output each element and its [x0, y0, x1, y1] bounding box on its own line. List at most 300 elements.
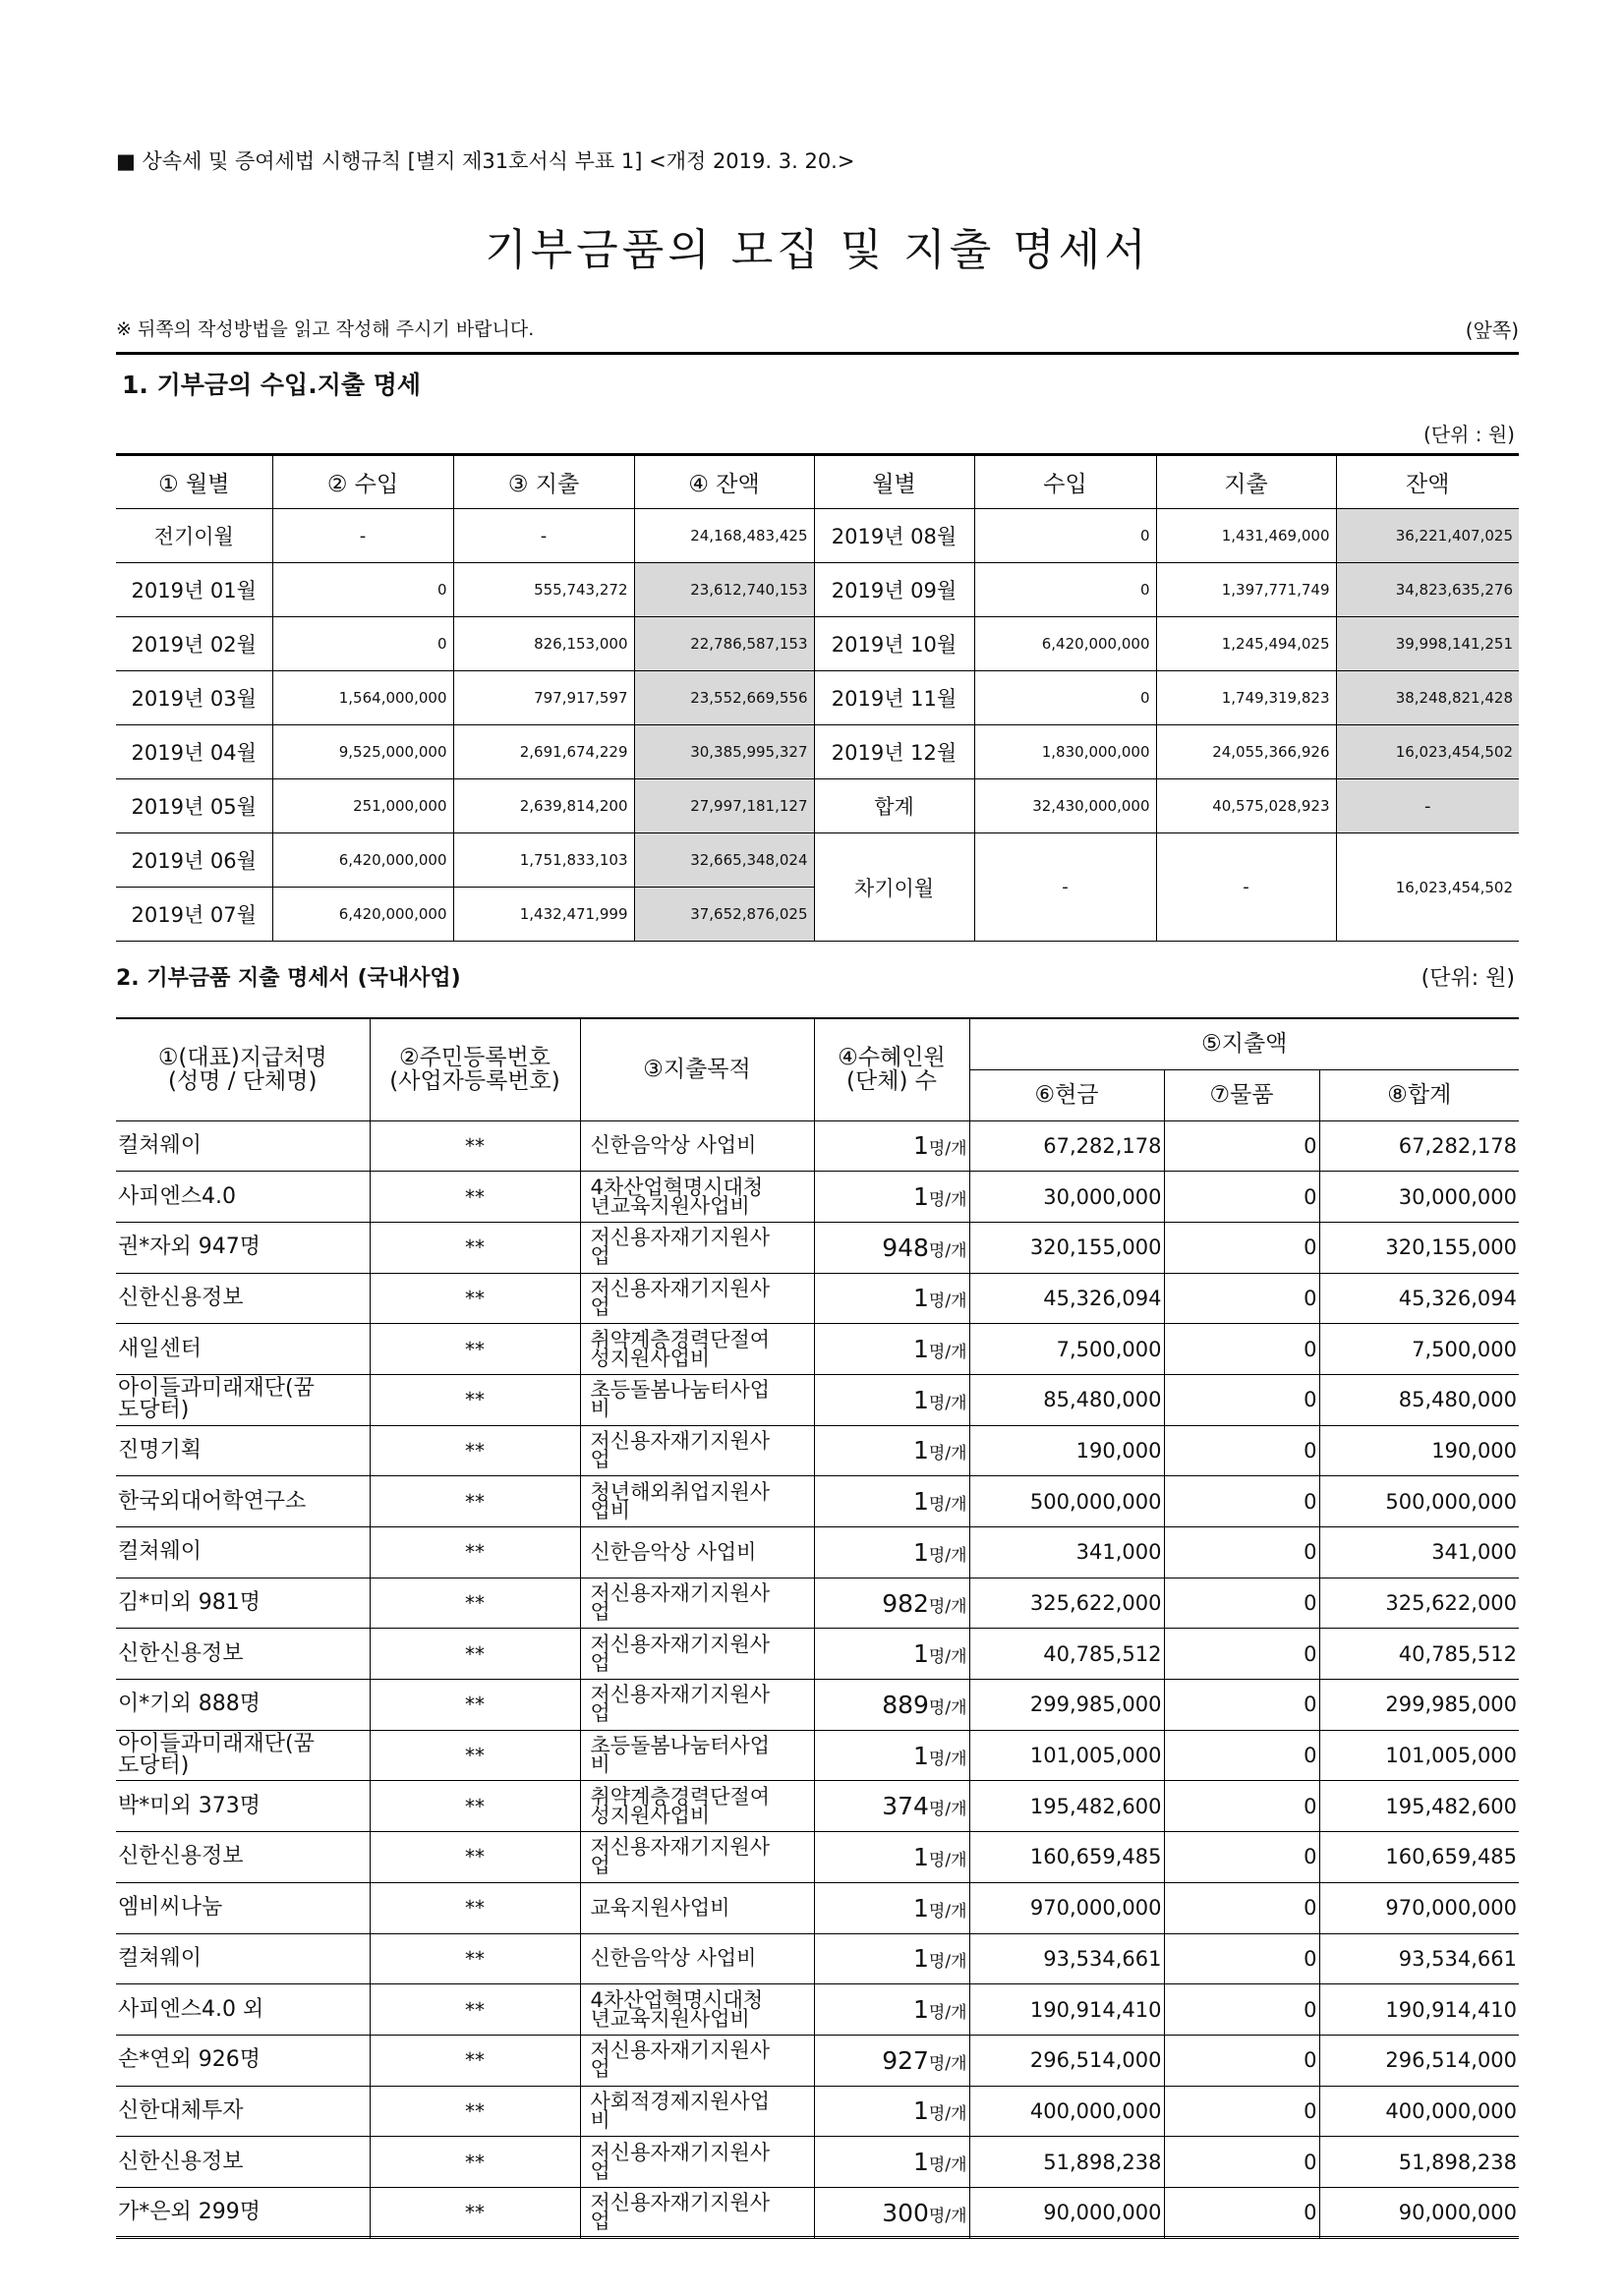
- beneficiary-unit: 명/개: [928, 2206, 967, 2226]
- expenditure-table: [116, 1017, 1519, 2239]
- beneficiary-count: 1: [913, 2148, 929, 2177]
- beneficiary-count: 1: [913, 1436, 929, 1465]
- cash-cell: 40,785,512: [969, 1629, 1164, 1680]
- beneficiary-count: 982: [882, 1588, 929, 1618]
- table-row: [116, 1120, 1519, 1172]
- beneficiary-count: 1: [913, 1385, 929, 1414]
- beneficiaries-cell: [814, 1273, 969, 1324]
- total-cell: 7,500,000: [1319, 1324, 1519, 1375]
- goods-cell: 0: [1164, 1832, 1319, 1883]
- cash-cell: 101,005,000: [969, 1730, 1164, 1781]
- total-cell: 40,785,512: [1319, 1629, 1519, 1680]
- beneficiaries-cell: [814, 1882, 969, 1933]
- total-cell: 341,000: [1319, 1527, 1519, 1578]
- instruction-note: ※ 뒤쪽의 작성방법을 읽고 작성해 주시기 바랍니다.: [116, 318, 535, 340]
- beneficiary-count: 1: [913, 1335, 929, 1364]
- beneficiary-count: 1: [913, 1944, 929, 1974]
- registration-cell: **: [370, 1273, 580, 1324]
- column-header: ① 월별: [116, 455, 272, 509]
- beneficiary-unit: 명/개: [928, 1647, 967, 1668]
- registration-cell: **: [370, 1832, 580, 1883]
- beneficiary-unit: 명/개: [928, 2003, 967, 2024]
- goods-cell: 0: [1164, 1120, 1319, 1172]
- total-cell: 190,914,410: [1319, 1984, 1519, 2036]
- total-cell: 320,155,000: [1319, 1222, 1519, 1273]
- total-cell: 325,622,000: [1319, 1578, 1519, 1629]
- beneficiary-count: 1: [913, 1842, 929, 1871]
- goods-cell: 0: [1164, 1425, 1319, 1476]
- expense-cell: 1,397,771,749: [1156, 563, 1336, 617]
- table-row: [116, 2035, 1519, 2086]
- registration-cell: **: [370, 1680, 580, 1731]
- beneficiary-unit: 명/개: [928, 1545, 967, 1566]
- cash-cell: 85,480,000: [969, 1374, 1164, 1425]
- beneficiary-count: 1: [913, 1639, 929, 1669]
- purpose-cell: 4차산업혁명시대청 년교육지원사업비: [580, 1172, 814, 1223]
- registration-cell: **: [370, 1324, 580, 1375]
- beneficiary-count: 300: [882, 2198, 929, 2227]
- purpose-cell: 취약계층경력단절여 성지원사업비: [580, 1781, 814, 1832]
- recipient-cell: 아이들과미래재단(꿈 도당터): [116, 1374, 370, 1425]
- total-cell: 85,480,000: [1319, 1374, 1519, 1425]
- column-header: ② 수입: [272, 455, 453, 509]
- recipient-cell: 김*미외 981명: [116, 1578, 370, 1629]
- beneficiaries-cell: [814, 1730, 969, 1781]
- registration-cell: **: [370, 1476, 580, 1527]
- recipient-cell: 신한대체투자: [116, 2086, 370, 2137]
- divider: [116, 2236, 1519, 2237]
- recipient-cell: 진명기획: [116, 1425, 370, 1476]
- registration-cell: **: [370, 1120, 580, 1172]
- cash-cell: 190,914,410: [969, 1984, 1164, 2036]
- goods-cell: 0: [1164, 1933, 1319, 1984]
- cash-cell: 45,326,094: [969, 1273, 1164, 1324]
- goods-cell: 0: [1164, 1629, 1319, 1680]
- purpose-cell: 청년해외취업지원사 업비: [580, 1476, 814, 1527]
- registration-cell: **: [370, 2086, 580, 2137]
- beneficiaries-cell: [814, 1374, 969, 1425]
- carryover-income-cell: -: [974, 833, 1156, 942]
- expense-cell: 1,749,319,823: [1156, 671, 1336, 725]
- section1-title: 1. 기부금의 수입.지출 명세: [122, 371, 422, 399]
- purpose-cell: 취약계층경력단절여 성지원사업비: [580, 1324, 814, 1375]
- table-row: [116, 1273, 1519, 1324]
- purpose-cell: 저신용자재기지원사 업: [580, 1680, 814, 1731]
- total-cell: 400,000,000: [1319, 2086, 1519, 2137]
- recipient-cell: 컬쳐웨이: [116, 1527, 370, 1578]
- beneficiary-unit: 명/개: [928, 2155, 967, 2176]
- purpose-cell: 초등돌봄나눔터사업 비: [580, 1374, 814, 1425]
- recipient-cell: 권*자외 947명: [116, 1222, 370, 1273]
- table-row: [116, 779, 1519, 833]
- registration-cell: **: [370, 1172, 580, 1223]
- table-row: [116, 1680, 1519, 1731]
- cash-cell: 500,000,000: [969, 1476, 1164, 1527]
- registration-cell: **: [370, 1781, 580, 1832]
- beneficiaries-cell: [814, 1120, 969, 1172]
- total-cell: 90,000,000: [1319, 2187, 1519, 2238]
- income-cell: 9,525,000,000: [272, 725, 453, 779]
- goods-cell: 0: [1164, 2035, 1319, 2086]
- total-cell: 190,000: [1319, 1425, 1519, 1476]
- beneficiary-unit: 명/개: [928, 2053, 967, 2074]
- beneficiary-unit: 명/개: [928, 1190, 967, 1211]
- table-row: [116, 1527, 1519, 1578]
- income-cell: -: [272, 509, 453, 563]
- month-cell: 2019년 06월: [116, 833, 272, 888]
- beneficiary-count: 1: [913, 1284, 929, 1313]
- month-cell: 2019년 08월: [814, 509, 974, 563]
- goods-cell: 0: [1164, 1730, 1319, 1781]
- table-row: [116, 2086, 1519, 2137]
- table-row: [116, 1476, 1519, 1527]
- beneficiary-unit: 명/개: [928, 1901, 967, 1922]
- table-row: [116, 1578, 1519, 1629]
- recipient-cell: 사피엔스4.0: [116, 1172, 370, 1223]
- table-header-row: [116, 455, 1519, 509]
- cash-cell: 160,659,485: [969, 1832, 1164, 1883]
- beneficiary-count: 1: [913, 1487, 929, 1517]
- section2-unit: (단위: 원): [1421, 966, 1515, 991]
- cash-cell: 51,898,238: [969, 2137, 1164, 2188]
- balance-cell: 24,168,483,425: [634, 509, 814, 563]
- total-cell: 500,000,000: [1319, 1476, 1519, 1527]
- balance-cell: 22,786,587,153: [634, 617, 814, 671]
- cash-cell: 296,514,000: [969, 2035, 1164, 2086]
- regulation-reference: ■ 상속세 및 증여세법 시행규칙 [별지 제31호서식 부표 1] <개정 2019. 3. 20.>: [116, 149, 855, 173]
- divider: [116, 352, 1519, 355]
- registration-cell: **: [370, 1933, 580, 1984]
- month-cell: 전기이월: [116, 509, 272, 563]
- balance-cell: -: [1336, 779, 1519, 833]
- beneficiary-unit: 명/개: [928, 2104, 967, 2125]
- registration-cell: **: [370, 1374, 580, 1425]
- registration-cell: **: [370, 1629, 580, 1680]
- table-row: [116, 671, 1519, 725]
- income-cell: 6,420,000,000: [272, 888, 453, 942]
- total-cell: 45,326,094: [1319, 1273, 1519, 1324]
- beneficiary-count: 1: [913, 1741, 929, 1770]
- carryover-month-cell: 차기이월: [814, 833, 974, 942]
- total-cell: 101,005,000: [1319, 1730, 1519, 1781]
- cash-cell: 970,000,000: [969, 1882, 1164, 1933]
- beneficiaries-cell: [814, 1527, 969, 1578]
- cash-cell: 90,000,000: [969, 2187, 1164, 2238]
- expense-cell: 2,691,674,229: [453, 725, 634, 779]
- table-row: [116, 1984, 1519, 2036]
- recipient-cell: 신한신용정보: [116, 1273, 370, 1324]
- table-row: [116, 1374, 1519, 1425]
- table-row: [116, 617, 1519, 671]
- purpose-cell: 저신용자재기지원사 업: [580, 1222, 814, 1273]
- income-cell: 0: [974, 509, 1156, 563]
- beneficiaries-cell: [814, 1476, 969, 1527]
- cash-cell: 190,000: [969, 1425, 1164, 1476]
- beneficiaries-cell: [814, 2086, 969, 2137]
- header-cash: ⑥현금: [969, 1069, 1164, 1120]
- expense-cell: 555,743,272: [453, 563, 634, 617]
- column-header: ③ 지출: [453, 455, 634, 509]
- beneficiary-count: 1: [913, 1995, 929, 2025]
- purpose-cell: 저신용자재기지원사 업: [580, 2137, 814, 2188]
- purpose-cell: 저신용자재기지원사 업: [580, 1425, 814, 1476]
- total-cell: 160,659,485: [1319, 1832, 1519, 1883]
- cash-cell: 93,534,661: [969, 1933, 1164, 1984]
- total-cell: 67,282,178: [1319, 1120, 1519, 1172]
- table-row: [116, 1882, 1519, 1933]
- registration-cell: **: [370, 2187, 580, 2238]
- beneficiary-unit: 명/개: [928, 1952, 967, 1973]
- table-row: [116, 509, 1519, 563]
- beneficiary-unit: 명/개: [928, 1240, 967, 1261]
- beneficiary-count: 1: [913, 2096, 929, 2126]
- cash-cell: 341,000: [969, 1527, 1164, 1578]
- beneficiary-unit: 명/개: [928, 1596, 967, 1617]
- registration-cell: **: [370, 1222, 580, 1273]
- recipient-cell: 신한신용정보: [116, 2137, 370, 2188]
- beneficiaries-cell: [814, 2035, 969, 2086]
- table-row: [116, 1781, 1519, 1832]
- beneficiary-count: 1: [913, 1537, 929, 1567]
- purpose-cell: 저신용자재기지원사 업: [580, 1578, 814, 1629]
- beneficiaries-cell: [814, 1680, 969, 1731]
- beneficiary-count: 948: [882, 1233, 929, 1262]
- total-cell: 93,534,661: [1319, 1933, 1519, 1984]
- purpose-cell: 신한음악상 사업비: [580, 1527, 814, 1578]
- purpose-cell: 사회적경제지원사업 비: [580, 2086, 814, 2137]
- beneficiary-unit: 명/개: [928, 1800, 967, 1820]
- recipient-cell: 새일센터: [116, 1324, 370, 1375]
- cash-cell: 7,500,000: [969, 1324, 1164, 1375]
- page-title: 기부금품의 모집 및 지출 명세서: [485, 225, 1150, 275]
- goods-cell: 0: [1164, 2137, 1319, 2188]
- recipient-cell: 아이들과미래재단(꿈 도당터): [116, 1730, 370, 1781]
- balance-cell: 27,997,181,127: [634, 779, 814, 833]
- cash-cell: 30,000,000: [969, 1172, 1164, 1223]
- month-cell: 2019년 02월: [116, 617, 272, 671]
- recipient-cell: 신한신용정보: [116, 1629, 370, 1680]
- balance-cell: 37,652,876,025: [634, 888, 814, 942]
- table-row: [116, 1324, 1519, 1375]
- balance-cell: 16,023,454,502: [1336, 725, 1519, 779]
- beneficiaries-cell: [814, 1324, 969, 1375]
- total-cell: 299,985,000: [1319, 1680, 1519, 1731]
- column-header: 월별: [814, 455, 974, 509]
- month-cell: 2019년 12월: [814, 725, 974, 779]
- beneficiary-unit: 명/개: [928, 1139, 967, 1160]
- header-beneficiaries: ④수혜인원 (단체) 수: [814, 1018, 969, 1120]
- registration-cell: **: [370, 1578, 580, 1629]
- recipient-cell: 컬쳐웨이: [116, 1933, 370, 1984]
- table-row: [116, 2187, 1519, 2238]
- income-cell: 32,430,000,000: [974, 779, 1156, 833]
- column-header: 수입: [974, 455, 1156, 509]
- expense-cell: 797,917,597: [453, 671, 634, 725]
- beneficiary-unit: 명/개: [928, 1749, 967, 1769]
- goods-cell: 0: [1164, 1882, 1319, 1933]
- recipient-cell: 사피엔스4.0 외: [116, 1984, 370, 2036]
- recipient-cell: 손*연외 926명: [116, 2035, 370, 2086]
- registration-cell: **: [370, 1425, 580, 1476]
- income-cell: 251,000,000: [272, 779, 453, 833]
- income-cell: 1,830,000,000: [974, 725, 1156, 779]
- balance-cell: 38,248,821,428: [1336, 671, 1519, 725]
- table-row: [116, 2137, 1519, 2188]
- section2-title: 2. 기부금품 지출 명세서 (국내사업): [116, 966, 461, 991]
- expense-cell: 1,432,471,999: [453, 888, 634, 942]
- cash-cell: 400,000,000: [969, 2086, 1164, 2137]
- table-row: [116, 1172, 1519, 1223]
- purpose-cell: 4차산업혁명시대청 년교육지원사업비: [580, 1984, 814, 2036]
- beneficiaries-cell: [814, 1781, 969, 1832]
- column-header: 지출: [1156, 455, 1336, 509]
- expense-cell: 1,245,494,025: [1156, 617, 1336, 671]
- month-cell: 2019년 01월: [116, 563, 272, 617]
- cash-cell: 325,622,000: [969, 1578, 1164, 1629]
- goods-cell: 0: [1164, 1984, 1319, 2036]
- beneficiary-unit: 명/개: [928, 1697, 967, 1718]
- balance-cell: 39,998,141,251: [1336, 617, 1519, 671]
- header-recipient: ①(대표)지급처명 (성명 / 단체명): [116, 1018, 370, 1120]
- month-cell: 2019년 03월: [116, 671, 272, 725]
- expense-cell: 2,639,814,200: [453, 779, 634, 833]
- header-registration-number: ②주민등록번호 (사업자등록번호): [370, 1018, 580, 1120]
- table-row: [116, 1832, 1519, 1883]
- total-cell: 296,514,000: [1319, 2035, 1519, 2086]
- goods-cell: 0: [1164, 2187, 1319, 2238]
- beneficiary-count: 927: [882, 2045, 929, 2075]
- total-cell: 195,482,600: [1319, 1781, 1519, 1832]
- balance-cell: 30,385,995,327: [634, 725, 814, 779]
- goods-cell: 0: [1164, 1578, 1319, 1629]
- recipient-cell: 박*미외 373명: [116, 1781, 370, 1832]
- table-row: [116, 1629, 1519, 1680]
- cash-cell: 195,482,600: [969, 1781, 1164, 1832]
- goods-cell: 0: [1164, 2086, 1319, 2137]
- month-cell: 2019년 04월: [116, 725, 272, 779]
- income-cell: 0: [974, 563, 1156, 617]
- beneficiary-unit: 명/개: [928, 1444, 967, 1464]
- recipient-cell: 이*기외 888명: [116, 1680, 370, 1731]
- beneficiaries-cell: [814, 1425, 969, 1476]
- carryover-balance-cell: 16,023,454,502: [1336, 833, 1519, 942]
- balance-cell: 34,823,635,276: [1336, 563, 1519, 617]
- expense-cell: 40,575,028,923: [1156, 779, 1336, 833]
- month-cell: 2019년 10월: [814, 617, 974, 671]
- column-header: 잔액: [1336, 455, 1519, 509]
- beneficiary-count: 1: [913, 1893, 929, 1923]
- beneficiary-unit: 명/개: [928, 1850, 967, 1870]
- beneficiary-count: 1: [913, 1182, 929, 1212]
- column-header: ④ 잔액: [634, 455, 814, 509]
- beneficiaries-cell: [814, 1222, 969, 1273]
- purpose-cell: 신한음악상 사업비: [580, 1933, 814, 1984]
- table-row: [116, 725, 1519, 779]
- expense-cell: 24,055,366,926: [1156, 725, 1336, 779]
- beneficiaries-cell: [814, 1984, 969, 2036]
- beneficiaries-cell: [814, 2137, 969, 2188]
- cash-cell: 299,985,000: [969, 1680, 1164, 1731]
- table-row: [116, 1730, 1519, 1781]
- beneficiaries-cell: [814, 1629, 969, 1680]
- income-cell: 6,420,000,000: [974, 617, 1156, 671]
- expense-cell: -: [453, 509, 634, 563]
- goods-cell: 0: [1164, 1273, 1319, 1324]
- goods-cell: 0: [1164, 1781, 1319, 1832]
- carryover-expense-cell: -: [1156, 833, 1336, 942]
- table-row: [116, 1425, 1519, 1476]
- beneficiaries-cell: [814, 1933, 969, 1984]
- beneficiary-unit: 명/개: [928, 1292, 967, 1312]
- table-row: [116, 833, 1519, 888]
- recipient-cell: 컬쳐웨이: [116, 1120, 370, 1172]
- header-goods: ⑦물품: [1164, 1069, 1319, 1120]
- income-cell: 0: [974, 671, 1156, 725]
- registration-cell: **: [370, 1527, 580, 1578]
- income-cell: 6,420,000,000: [272, 833, 453, 888]
- beneficiary-count: 374: [882, 1792, 929, 1821]
- goods-cell: 0: [1164, 1527, 1319, 1578]
- month-cell: 합계: [814, 779, 974, 833]
- goods-cell: 0: [1164, 1172, 1319, 1223]
- month-cell: 2019년 05월: [116, 779, 272, 833]
- beneficiary-unit: 명/개: [928, 1393, 967, 1413]
- table-row: [116, 1933, 1519, 1984]
- month-cell: 2019년 11월: [814, 671, 974, 725]
- beneficiaries-cell: [814, 2187, 969, 2238]
- goods-cell: 0: [1164, 1374, 1319, 1425]
- registration-cell: **: [370, 2137, 580, 2188]
- month-cell: 2019년 09월: [814, 563, 974, 617]
- purpose-cell: 신한음악상 사업비: [580, 1120, 814, 1172]
- income-cell: 1,564,000,000: [272, 671, 453, 725]
- beneficiary-count: 1: [913, 1131, 929, 1161]
- goods-cell: 0: [1164, 1324, 1319, 1375]
- total-cell: 30,000,000: [1319, 1172, 1519, 1223]
- table-row: [116, 1222, 1519, 1273]
- purpose-cell: 교육지원사업비: [580, 1882, 814, 1933]
- registration-cell: **: [370, 1730, 580, 1781]
- goods-cell: 0: [1164, 1222, 1319, 1273]
- recipient-cell: 신한신용정보: [116, 1832, 370, 1883]
- beneficiaries-cell: [814, 1578, 969, 1629]
- section1-unit: (단위 : 원): [1422, 423, 1515, 446]
- expense-cell: 826,153,000: [453, 617, 634, 671]
- total-cell: 51,898,238: [1319, 2137, 1519, 2188]
- goods-cell: 0: [1164, 1680, 1319, 1731]
- balance-cell: 23,552,669,556: [634, 671, 814, 725]
- beneficiary-unit: 명/개: [928, 1343, 967, 1363]
- table-row: [116, 563, 1519, 617]
- income-expense-table: [116, 453, 1519, 942]
- balance-cell: 23,612,740,153: [634, 563, 814, 617]
- purpose-cell: 저신용자재기지원사 업: [580, 2187, 814, 2238]
- purpose-cell: 초등돌봄나눔터사업 비: [580, 1730, 814, 1781]
- balance-cell: 36,221,407,025: [1336, 509, 1519, 563]
- recipient-cell: 가*은외 299명: [116, 2187, 370, 2238]
- income-cell: 0: [272, 563, 453, 617]
- expense-cell: 1,431,469,000: [1156, 509, 1336, 563]
- balance-cell: 32,665,348,024: [634, 833, 814, 888]
- beneficiary-unit: 명/개: [928, 1495, 967, 1516]
- purpose-cell: 저신용자재기지원사 업: [580, 2035, 814, 2086]
- recipient-cell: 엠비씨나눔: [116, 1882, 370, 1933]
- expense-cell: 1,751,833,103: [453, 833, 634, 888]
- registration-cell: **: [370, 2035, 580, 2086]
- cash-cell: 67,282,178: [969, 1120, 1164, 1172]
- purpose-cell: 저신용자재기지원사 업: [580, 1629, 814, 1680]
- income-cell: 0: [272, 617, 453, 671]
